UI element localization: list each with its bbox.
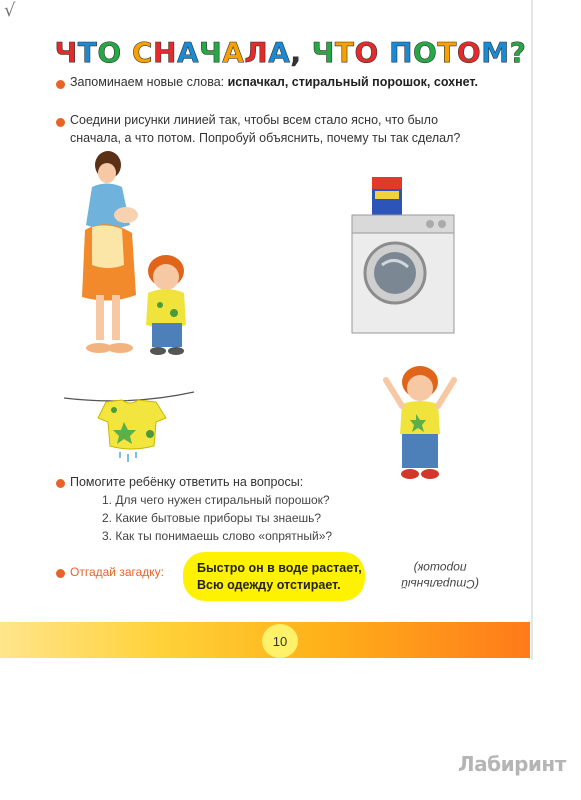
riddle-line-2: Всю одежду отстирает. — [197, 578, 341, 592]
question-item: 3. Как ты понимаешь слово «опрятный»? — [102, 529, 333, 543]
answer-line-1: (Стиральный — [401, 577, 479, 591]
questions-lead: Помогите ребёнку ответить на вопросы: — [70, 475, 304, 489]
new-words-paragraph — [70, 73, 490, 91]
title-letter: О — [413, 36, 438, 69]
title-letter: Т — [334, 36, 355, 69]
title-letter: О — [354, 36, 379, 69]
title-letter: О — [97, 36, 122, 69]
drying-shirt-illustration[interactable] — [62, 388, 197, 468]
title-letter — [302, 36, 312, 69]
title-letter: Ч — [199, 36, 223, 69]
riddle-label: Отгадай загадку: — [70, 565, 165, 579]
detergent-box-label — [375, 191, 399, 199]
title-letter: , — [290, 36, 302, 69]
title-letter: Т — [437, 36, 457, 69]
new-words-prefix: Запоминаем новые слова: — [70, 75, 228, 89]
title-letter: С — [131, 36, 153, 69]
answer-line-2: порошок) — [413, 561, 467, 575]
title-letter: Ч — [311, 36, 335, 69]
bullet-dot — [56, 479, 65, 488]
title-letter: А — [222, 36, 245, 69]
washing-machine-illustration[interactable] — [350, 175, 458, 337]
riddle-answer-upside-down — [390, 560, 490, 592]
riddle-line-1: Быстро он в воде растает, — [197, 561, 362, 575]
title-letter: П — [389, 36, 413, 69]
title-letter: Л — [244, 36, 269, 69]
bullet-dot — [56, 569, 65, 578]
bullet-dot — [56, 80, 65, 89]
title-letter: М — [481, 36, 510, 69]
check-mark: √ — [4, 0, 16, 21]
labirint-logo: Лабиринт — [458, 752, 566, 776]
riddle-text — [197, 560, 362, 594]
question-item: 2. Какие бытовые приборы ты знаешь? — [102, 511, 322, 525]
new-words-list: испачкал, стиральный порошок, сохнет. — [227, 75, 478, 89]
questions-list — [102, 491, 332, 545]
title-letter: А — [176, 36, 200, 69]
page-edge — [531, 0, 533, 660]
title-letter: А — [268, 36, 291, 69]
title-letter — [122, 36, 132, 69]
title-letter: Ч — [54, 36, 78, 69]
title-letter: Т — [77, 36, 98, 69]
title-letter: ? — [509, 36, 527, 69]
clean-boy-illustration[interactable] — [380, 362, 460, 484]
page-title — [0, 36, 581, 69]
instruction-paragraph: Соедини рисунки линией так, чтобы всем стало ясно, что было сначала, а что потом. Попробуй объяснить, почему ты так сделал? — [70, 113, 461, 145]
question-item: 1. Для чего нужен стиральный порошок? — [102, 493, 330, 507]
mother-and-dirty-boy-illustration[interactable] — [70, 145, 200, 360]
title-letter — [379, 36, 389, 69]
title-letter: Н — [153, 36, 177, 69]
title-letter: О — [456, 36, 482, 69]
bullet-dot — [56, 118, 65, 127]
page-number: 10 — [262, 624, 298, 658]
